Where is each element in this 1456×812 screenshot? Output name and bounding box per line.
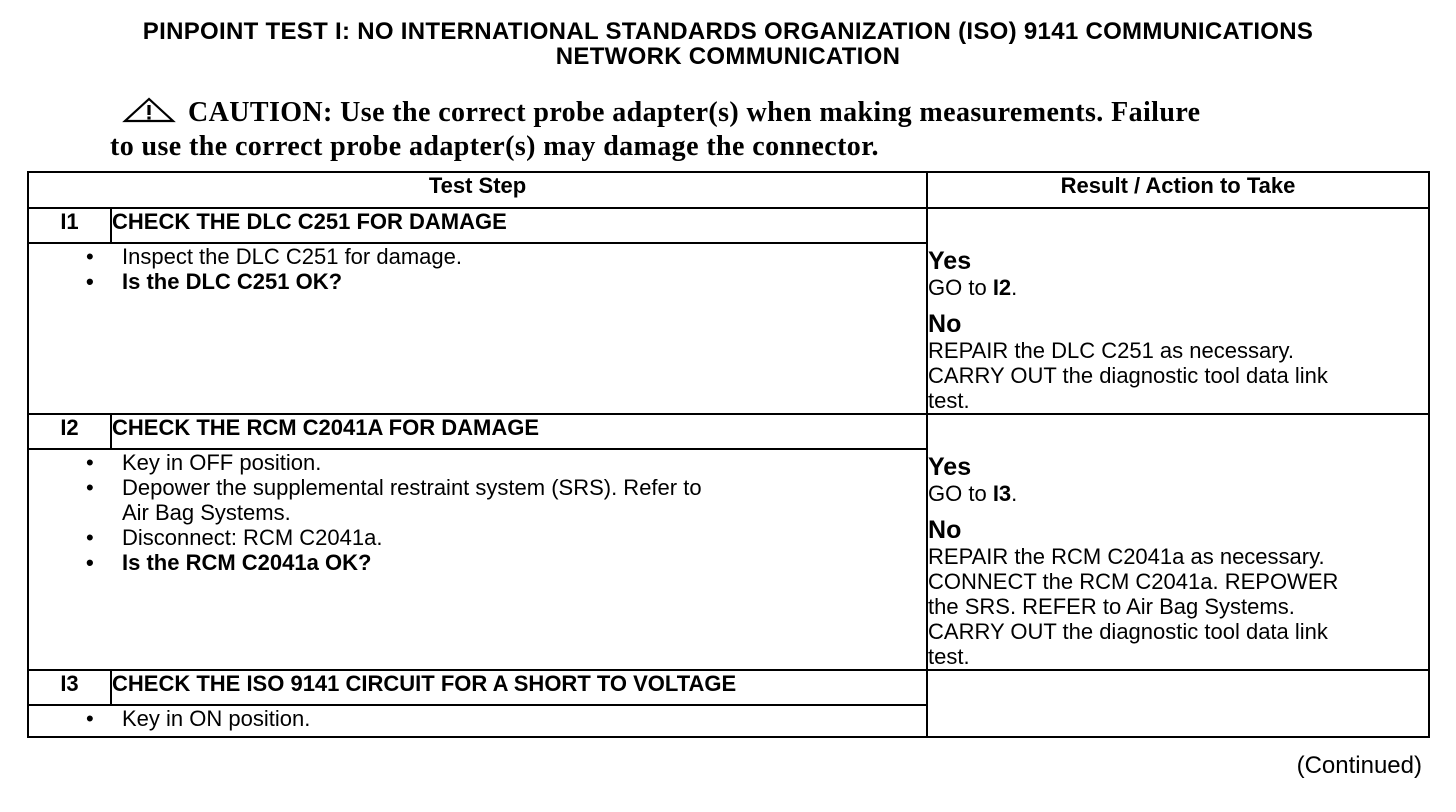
step-result-cell [927,414,1429,670]
list-item: • Disconnect: RCM C2041a. [86,525,383,551]
result-no-line: CONNECT the RCM C2041a. REPOWER [928,569,1339,594]
step-title: CHECK THE RCM C2041A FOR DAMAGE [111,414,927,449]
step-body [28,243,927,414]
step-title-row [28,414,1429,449]
page-title-line2: NETWORK COMMUNICATION [555,43,901,70]
step-title-row [28,670,1429,705]
list-item: • Is the DLC C251 OK? [86,269,343,295]
warning-triangle-icon [122,97,176,131]
result-no-label: No [928,516,962,544]
step-body [28,705,927,737]
list-item: • Is the RCM C2041a OK? [86,550,372,576]
list-item: • Depower the supplemental restraint system (SRS). Refer to Air Bag Systems. [86,475,702,526]
result-yes-action: GO to I3. [928,481,1018,506]
result-no-line: CARRY OUT the diagnostic tool data link [928,619,1328,644]
list-item: • Inspect the DLC C251 for damage. [86,244,462,270]
result-yes-action: GO to I2. [928,275,1018,300]
result-no-line: test. [928,644,970,669]
result-yes-label: Yes [928,247,972,275]
header-result-action: Result / Action to Take [927,172,1429,208]
caution-text-line1: CAUTION: Use the correct probe adapter(s) when making measurements. Failure [188,97,1201,128]
step-title-row [28,208,1429,243]
step-result-cell [927,208,1429,414]
step-title: CHECK THE ISO 9141 CIRCUIT FOR A SHORT TO VOLTAGE [111,670,927,705]
table-header-row [28,172,1429,208]
result-no-line: CARRY OUT the diagnostic tool data link [928,363,1328,388]
step-number: I2 [28,414,111,449]
result-no-line: REPAIR the RCM C2041a as necessary. [928,544,1325,569]
caution-text-line2: to use the correct probe adapter(s) may damage the connector. [110,131,879,162]
result-no-line: test. [928,388,970,413]
goto-step-link: I2 [992,275,1012,300]
page-title [0,19,1456,69]
step-number: I3 [28,670,111,705]
list-item: • Key in OFF position. [86,450,322,476]
goto-step-link: I3 [992,481,1012,506]
result-no-line: REPAIR the DLC C251 as necessary. [928,338,1295,363]
step-body [28,449,927,670]
step-number: I1 [28,208,111,243]
result-no-label: No [928,310,962,338]
result-no-line: the SRS. REFER to Air Bag Systems. [928,594,1295,619]
header-test-step: Test Step [28,172,927,208]
pinpoint-test-table [27,171,1430,738]
step-title: CHECK THE DLC C251 FOR DAMAGE [111,208,927,243]
step-result-cell [927,670,1429,737]
continued-label: (Continued) [1296,752,1422,779]
caution-notice [110,97,1350,163]
list-item: • Key in ON position. [86,706,311,731]
page-title-line1: PINPOINT TEST I: NO INTERNATIONAL STANDARDS ORGANIZATION (ISO) 9141 COMMUNICATIONS [142,18,1314,45]
result-yes-label: Yes [928,453,972,481]
